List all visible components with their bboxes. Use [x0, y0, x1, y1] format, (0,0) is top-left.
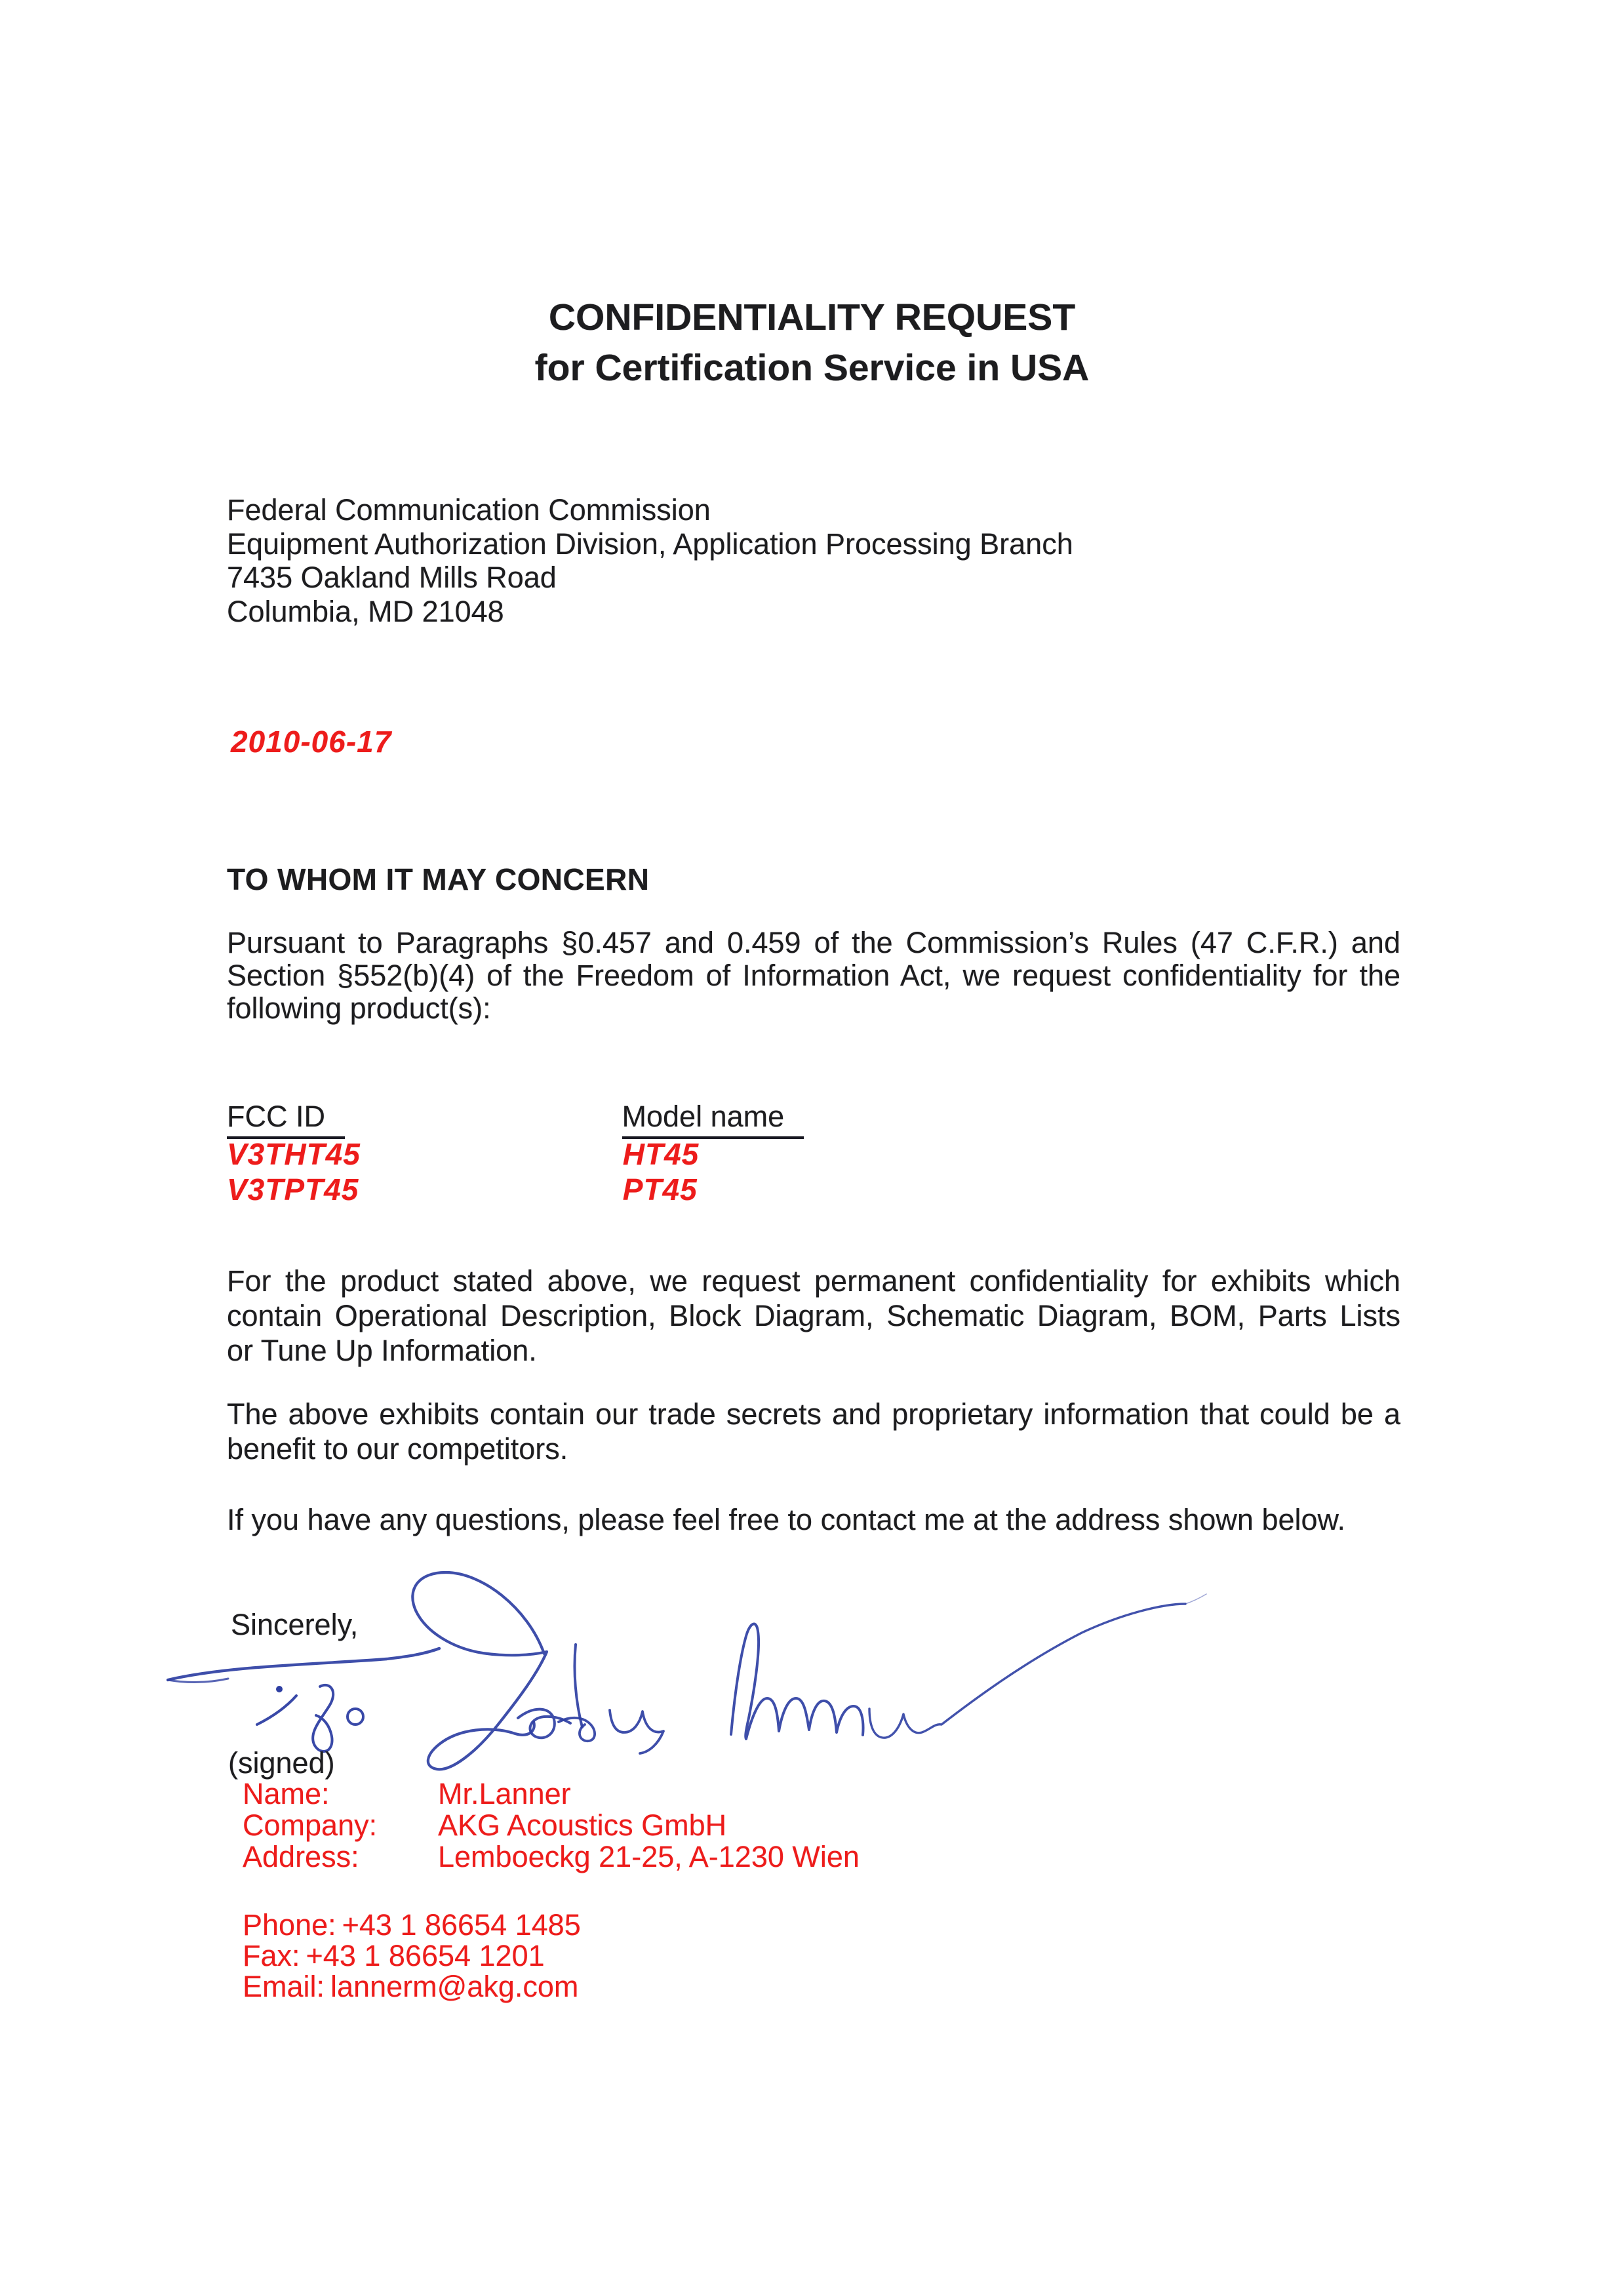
- signature-stroke: [257, 1696, 296, 1725]
- email-row: [243, 1971, 581, 2002]
- salutation: TO WHOM IT MAY CONCERN: [227, 862, 650, 896]
- signer-name-row: [243, 1778, 860, 1810]
- letter-date: 2010-06-17: [231, 725, 392, 759]
- product-table-row: [227, 1136, 699, 1172]
- signer-info: [243, 1778, 860, 1873]
- signature-stroke: [574, 1645, 582, 1727]
- product-table-header: [227, 1100, 804, 1134]
- intro-paragraph: [227, 927, 1400, 1025]
- signature-stroke: [347, 1709, 363, 1725]
- company-label: Company:: [243, 1808, 378, 1842]
- paragraph-line: following product(s):: [227, 991, 491, 1025]
- name-value: Mr.Lanner: [438, 1777, 571, 1810]
- recipient-address: [227, 493, 1073, 628]
- name-label: Name:: [243, 1777, 330, 1810]
- fax-row: [243, 1940, 581, 1971]
- sincerely-text: Sincerely,: [231, 1608, 359, 1641]
- recipient-line: Federal Communication Commission: [227, 493, 711, 527]
- trade-secrets-paragraph: [227, 1397, 1400, 1466]
- signature-stroke: [731, 1624, 863, 1739]
- paragraph-line: For the product stated above, we request permanent confidentiality for exhibits which: [227, 1264, 1400, 1298]
- request-paragraph: [227, 1264, 1400, 1368]
- fcc-id-header-cell: [227, 1100, 614, 1134]
- address-label: Address:: [243, 1840, 359, 1873]
- signature-stroke: [412, 1572, 547, 1769]
- email-value: lannerm@akg.com: [330, 1970, 579, 2003]
- fcc-id-value: V3TPT45: [227, 1172, 359, 1207]
- signature-stroke: [610, 1710, 663, 1753]
- fcc-id-header: FCC ID: [227, 1100, 345, 1139]
- signature-stroke: [276, 1686, 283, 1692]
- model-name-header: Model name: [622, 1100, 804, 1139]
- recipient-line: Columbia, MD 21048: [227, 594, 504, 628]
- signer-address-row: [243, 1841, 860, 1873]
- signer-company-row: [243, 1810, 860, 1841]
- model-name-header-cell: [622, 1100, 804, 1139]
- signature-stroke: [869, 1604, 1185, 1738]
- model-name-value: HT45: [622, 1137, 700, 1171]
- paragraph-line: or Tune Up Information.: [227, 1334, 537, 1367]
- paragraph-line: Section §552(b)(4) of the Freedom of Information Act, we request confidentiality for the: [227, 959, 1400, 992]
- contact-note-paragraph: [227, 1502, 1400, 1537]
- signature-stroke: [168, 1648, 439, 1680]
- document-title: [7, 292, 1617, 393]
- phone-row: [243, 1909, 581, 1940]
- phone-value: +43 1 86654 1485: [342, 1908, 581, 1942]
- email-label: Email:: [243, 1970, 325, 2003]
- company-value: AKG Acoustics GmbH: [438, 1808, 727, 1842]
- model-name-value: PT45: [622, 1172, 698, 1207]
- recipient-line: 7435 Oakland Mills Road: [227, 561, 557, 594]
- title-line-1: CONFIDENTIALITY REQUEST: [548, 296, 1076, 338]
- paragraph-line: The above exhibits contain our trade secrets and proprietary information that could be a: [227, 1397, 1400, 1431]
- fax-value: +43 1 86654 1201: [306, 1939, 545, 1972]
- signature-stroke: [1185, 1594, 1206, 1604]
- address-value: Lemboeckg 21-25, A-1230 Wien: [438, 1840, 860, 1873]
- phone-label: Phone:: [243, 1908, 336, 1942]
- signed-label: (signed): [228, 1746, 335, 1780]
- paragraph-line: If you have any questions, please feel free to contact me at the address shown below.: [227, 1503, 1346, 1536]
- recipient-line: Equipment Authorization Division, Application Processing Branch: [227, 527, 1073, 561]
- title-line-2: for Certification Service in USA: [534, 347, 1090, 389]
- paragraph-line: Pursuant to Paragraphs §0.457 and 0.459 of the Commission’s Rules (47 C.F.R.) and: [227, 926, 1400, 959]
- paragraph-line: benefit to our competitors.: [227, 1432, 568, 1466]
- signature-stroke: [313, 1685, 333, 1751]
- contact-info: [243, 1909, 581, 2002]
- fcc-id-value: V3THT45: [227, 1137, 361, 1171]
- fax-label: Fax:: [243, 1939, 300, 1972]
- paragraph-line: contain Operational Description, Block Diagram, Schematic Diagram, BOM, Parts Lists: [227, 1299, 1400, 1332]
- product-table-row: [227, 1172, 698, 1207]
